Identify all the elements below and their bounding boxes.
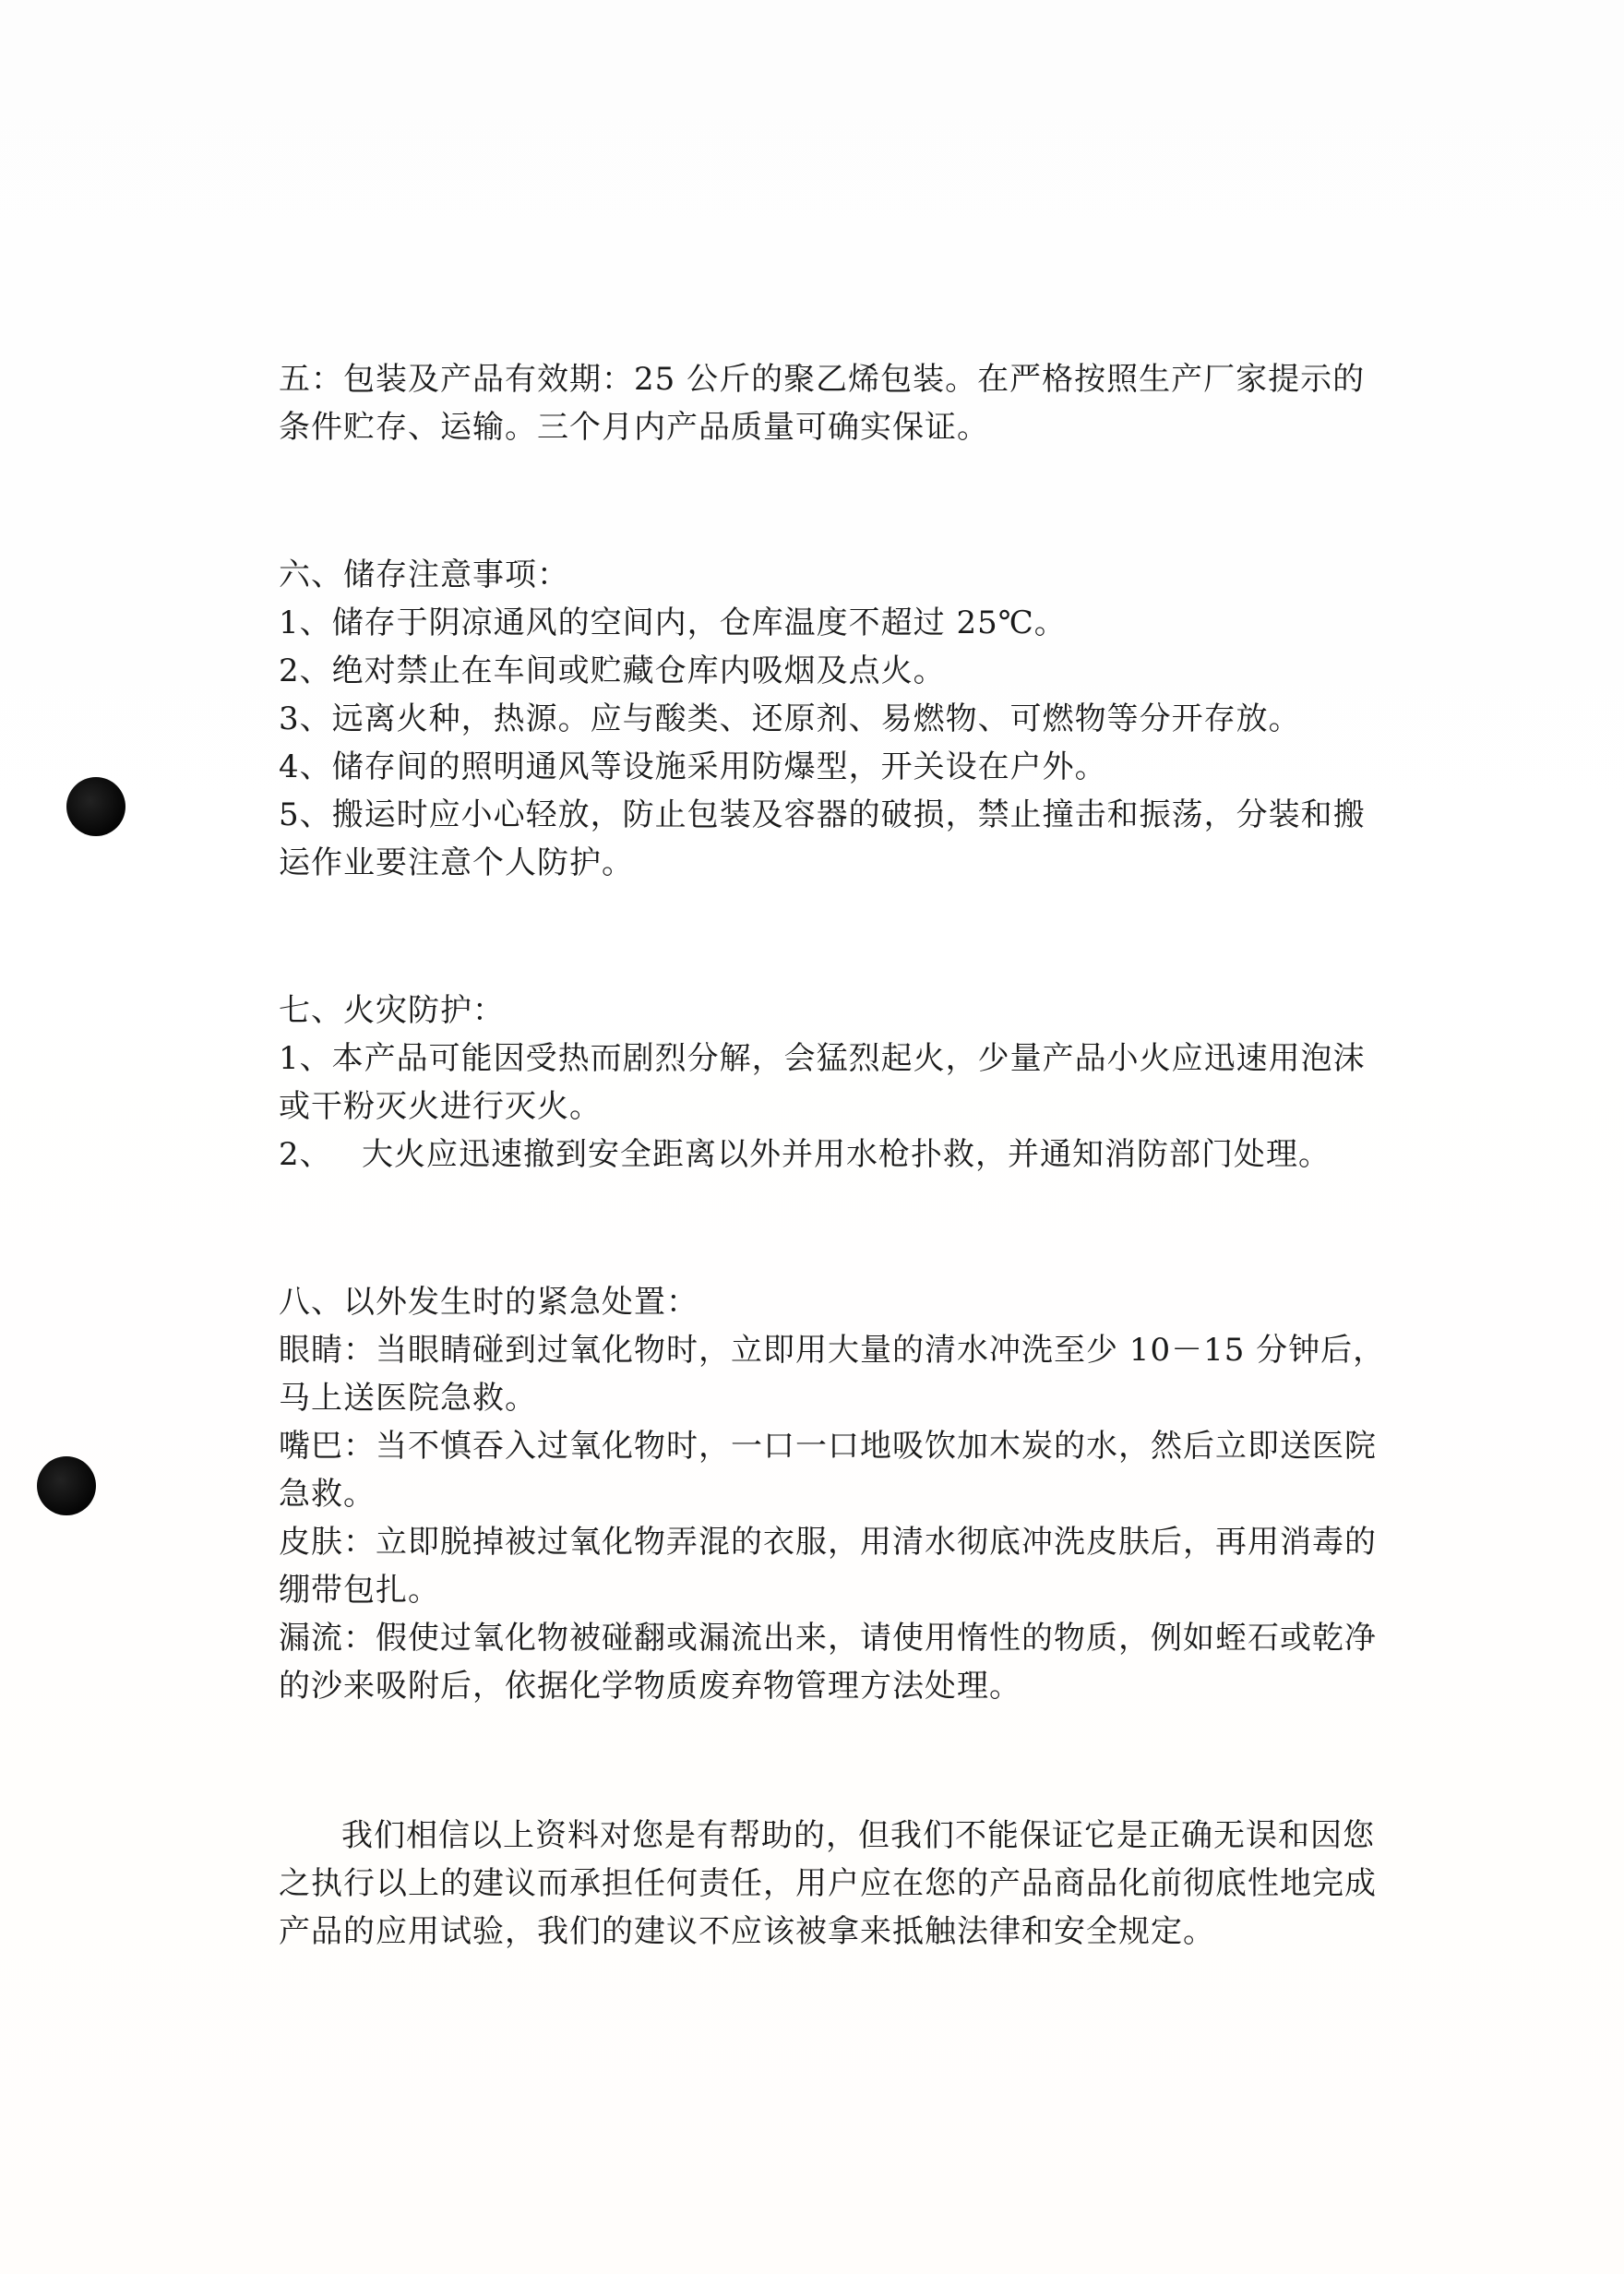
section-packaging [279,355,1478,451]
paragraph-line: 急救。 [279,1476,376,1513]
section-heading: 八、以外发生时的紧急处置： [279,1284,699,1321]
list-number: 2、 [279,1136,332,1173]
list-item: 运作业要注意个人防护。 [279,844,634,881]
punch-hole [37,1456,96,1515]
section-storage [279,551,1478,887]
section-emergency [279,1278,1478,1710]
list-item: 4、储存间的照明通风等设施采用防爆型，开关设在户外。 [279,748,1107,785]
list-item: 2、绝对禁止在车间或贮藏仓库内吸烟及点火。 [279,652,946,689]
paragraph-line: 马上送医院急救。 [279,1380,537,1417]
section-fire-protection [279,987,1478,1179]
paragraph-line: 我们相信以上资料对您是有帮助的，但我们不能保证它是正确无误和因您 [341,1817,1375,1854]
list-item [279,1131,1478,1179]
list-item-text: 大火应迅速撤到安全距离以外并用水枪扑救，并通知消防部门处理。 [362,1136,1331,1173]
paragraph-line: 眼睛：当眼睛碰到过氧化物时，立即用大量的清水冲洗至少 10－15 分钟后， [279,1332,1386,1369]
list-item: 3、远离火种，热源。应与酸类、还原剂、易燃物、可燃物等分开存放。 [279,700,1301,737]
disclaimer [279,1812,1478,1956]
paragraph-line: 漏流：假使过氧化物被碰翻或漏流出来，请使用惰性的物质，例如蛭石或乾净 [279,1620,1377,1657]
list-item: 5、搬运时应小心轻放，防止包装及容器的破损，禁止撞击和振荡，分装和搬 [279,796,1366,833]
section-heading: 六、储存注意事项： [279,557,569,593]
paragraph-line: 五：包装及产品有效期：25 公斤的聚乙烯包装。在严格按照生产厂家提示的 [279,361,1366,398]
list-item: 或干粉灭火进行灭火。 [279,1088,602,1125]
paragraph-line: 绷带包扎。 [279,1572,440,1609]
document-body [279,355,1478,1956]
punch-hole [66,777,125,836]
paragraph-line: 产品的应用试验，我们的建议不应该被拿来抵触法律和安全规定。 [279,1913,1215,1950]
paragraph-line: 之执行以上的建议而承担任何责任，用户应在您的产品商品化前彻底性地完成 [279,1865,1377,1902]
list-item: 1、本产品可能因受热而剧烈分解，会猛烈起火，少量产品小火应迅速用泡沫 [279,1040,1366,1077]
section-heading: 七、火灾防护： [279,992,505,1029]
paragraph-line: 条件贮存、运输。三个月内产品质量可确实保证。 [279,409,989,446]
paragraph-line: 皮肤：立即脱掉被过氧化物弄混的衣服，用清水彻底冲洗皮肤后，再用消毒的 [279,1524,1377,1561]
paragraph-line: 的沙来吸附后，依据化学物质废弃物管理方法处理。 [279,1668,1021,1705]
list-item: 1、储存于阴凉通风的空间内，仓库温度不超过 25℃。 [279,604,1067,641]
paragraph-line: 嘴巴：当不慎吞入过氧化物时，一口一口地吸饮加木炭的水，然后立即送医院 [279,1428,1377,1465]
